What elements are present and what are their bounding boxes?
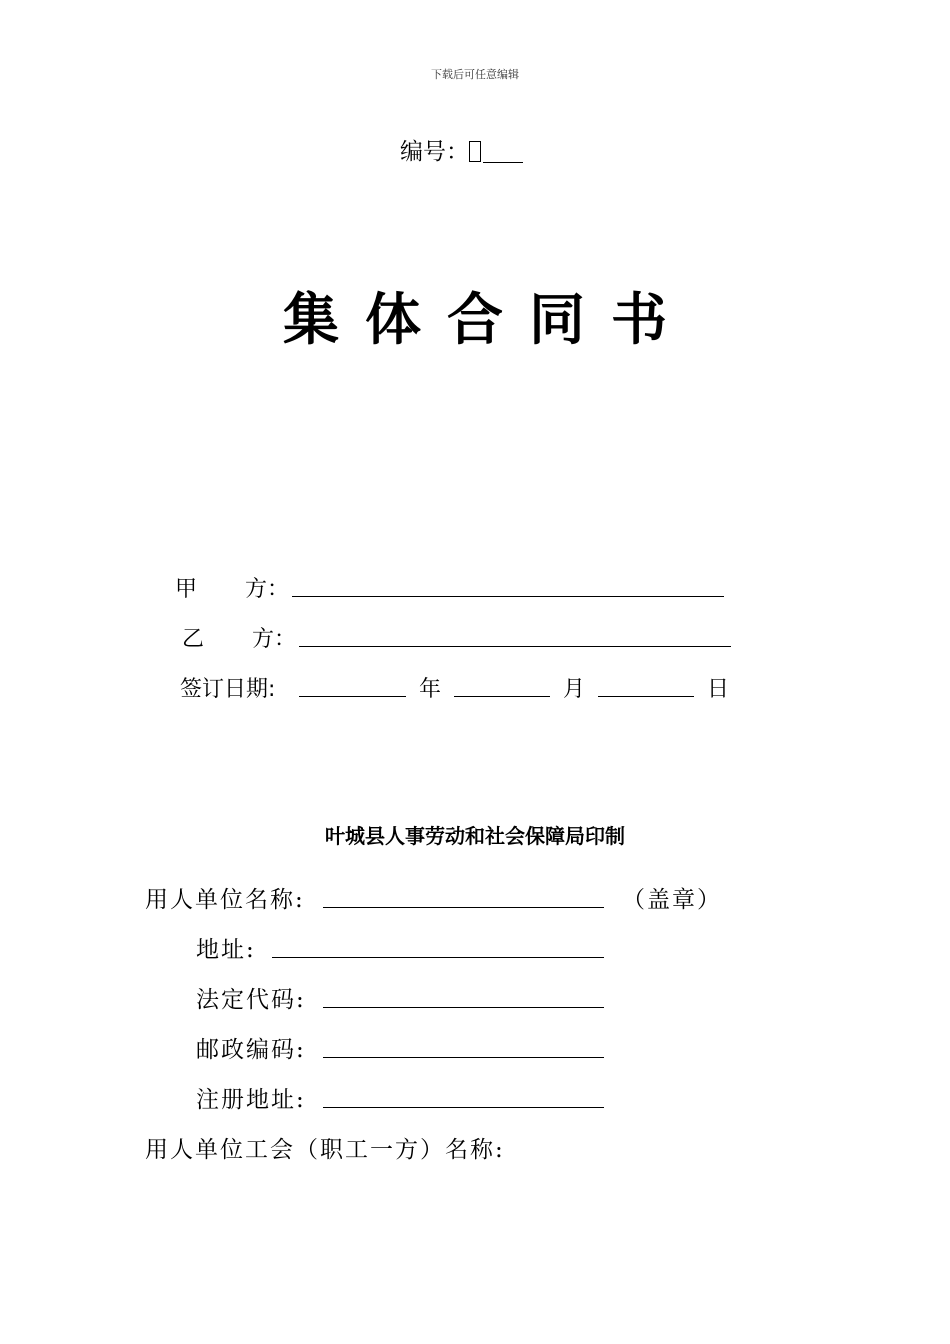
address-label: 地址: bbox=[196, 937, 256, 963]
party-b-field[interactable] bbox=[299, 646, 731, 647]
legal-code-field[interactable] bbox=[323, 1007, 604, 1008]
postal-code-field[interactable] bbox=[323, 1057, 604, 1058]
party-b-label-char: 乙 bbox=[182, 627, 205, 652]
sign-month-field[interactable] bbox=[454, 696, 550, 697]
document-title: 集体合同书 bbox=[283, 288, 693, 353]
contract-number-field[interactable] bbox=[483, 142, 523, 163]
legal-code-label: 法定代码: bbox=[196, 987, 306, 1013]
month-label: 月 bbox=[563, 677, 586, 702]
party-a-label-char: 甲 bbox=[175, 577, 198, 602]
union-name-label: 用人单位工会（职工一方）名称: bbox=[145, 1137, 505, 1163]
party-b-label-suffix: 方： bbox=[252, 627, 297, 652]
year-label: 年 bbox=[419, 677, 442, 702]
number-placeholder-box bbox=[469, 141, 481, 162]
seal-label: （盖章） bbox=[622, 887, 722, 913]
party-a-label-suffix: 方： bbox=[245, 577, 290, 602]
party-a-field[interactable] bbox=[292, 596, 724, 597]
employer-name-label: 用人单位名称: bbox=[145, 887, 305, 913]
registered-address-field[interactable] bbox=[323, 1107, 604, 1108]
sign-date-label: 签订日期: bbox=[180, 677, 276, 702]
employer-name-field[interactable] bbox=[323, 907, 604, 908]
address-field[interactable] bbox=[272, 957, 604, 958]
contract-number-label: 编号： bbox=[400, 139, 469, 165]
sign-year-field[interactable] bbox=[299, 696, 406, 697]
registered-address-label: 注册地址: bbox=[196, 1087, 306, 1113]
postal-code-label: 邮政编码: bbox=[196, 1037, 306, 1063]
contract-number bbox=[400, 133, 523, 166]
publisher-line: 叶城县人事劳动和社会保障局印制 bbox=[325, 824, 625, 848]
day-label: 日 bbox=[707, 677, 730, 702]
header-note: 下载后可任意编辑 bbox=[431, 68, 519, 81]
sign-day-field[interactable] bbox=[598, 696, 694, 697]
